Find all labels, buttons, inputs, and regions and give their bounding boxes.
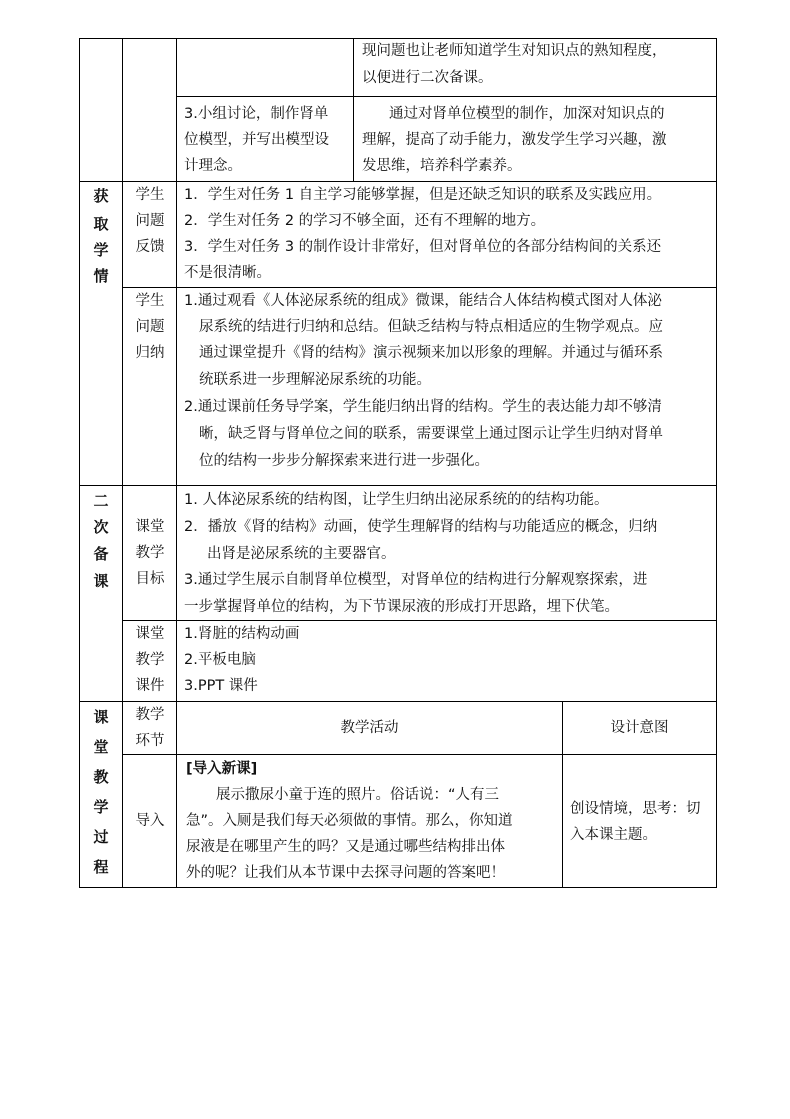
- table-row-divider: [122, 754, 717, 755]
- material-item-3: 3.PPT 课件: [184, 678, 258, 694]
- summary-line-6: 晰，缺乏肾与肾单位之间的联系，需要课堂上通过图示让学生归纳对肾单: [199, 426, 663, 442]
- material-item-2: 2.平板电脑: [184, 652, 256, 668]
- top-row2-activity-line1: 3.小组讨论，制作肾单: [184, 106, 329, 122]
- table-col-divider: [353, 38, 354, 181]
- column-header-activity: 教学活动: [340, 720, 399, 736]
- intent-line-1: 创设情境，思考：切: [570, 801, 701, 817]
- row-label-line: 教学: [135, 652, 165, 668]
- row-label-line: 课件: [135, 678, 165, 694]
- row-label-line: 问题: [135, 213, 165, 229]
- row-label-line: 问题: [135, 319, 165, 335]
- activity-line-3: 尿液是在哪里产生的吗？又是通过哪些结构排出体: [186, 839, 505, 855]
- top-row2-intent-line1: 通过对肾单位模型的制作，加深对知识点的: [389, 106, 665, 122]
- row-label-line: 学生: [135, 293, 165, 309]
- section-title-char: 堂: [93, 738, 109, 756]
- step-label: 导入: [135, 813, 165, 829]
- section-title-char: 获: [93, 187, 109, 205]
- goal-line-2: 2．播放《肾的结构》动画，使学生理解肾的结构与功能适应的概念，归纳: [184, 519, 658, 535]
- section-title-char: 备: [93, 545, 109, 563]
- section-title-char: 教: [93, 768, 109, 786]
- table-border-right: [716, 38, 717, 888]
- top-row-intent-line1: 现问题也让老师知道学生对知识点的熟知程度，: [362, 43, 667, 59]
- activity-line-4: 外的呢？让我们从本节课中去探寻问题的答案吧！: [186, 865, 505, 881]
- top-row2-activity-line3: 计理念。: [184, 158, 242, 174]
- table-row-divider: [79, 485, 717, 486]
- section-title-char: 次: [93, 518, 109, 536]
- summary-line-2: 尿系统的结进行归纳和总结。但缺乏结构与特点相适应的生物学观点。应: [199, 319, 663, 335]
- top-row-intent-line2: 以便进行二次备课。: [362, 70, 493, 86]
- row-label-line: 反馈: [135, 239, 165, 255]
- feedback-item-2: 2．学生对任务 2 的学习不够全面，还有不理解的地方。: [184, 213, 546, 229]
- goal-line-3: 出肾是泌尿系统的主要器官。: [207, 546, 396, 562]
- row-label-line: 目标: [135, 571, 165, 587]
- section-title-char: 学: [93, 241, 109, 259]
- top-row2-intent-line2: 理解，提高了动手能力，激发学生学习兴趣，激: [362, 132, 667, 148]
- row-label-line: 归纳: [135, 345, 165, 361]
- section-title-char: 程: [93, 858, 109, 876]
- section-title-char: 课: [93, 708, 109, 726]
- top-row2-intent-line3: 发思维，培养科学素养。: [362, 158, 522, 174]
- section-title-char: 过: [93, 828, 109, 846]
- column-header-step-line: 教学: [135, 707, 165, 723]
- row-label-line: 课堂: [135, 626, 165, 642]
- summary-line-3: 通过课堂提升《肾的结构》演示视频来加以形象的理解。并通过与循环系: [199, 345, 663, 361]
- goal-line-5: 一步掌握肾单位的结构，为下节课尿液的形成打开思路，埋下伏笔。: [184, 599, 619, 615]
- column-header-step-line: 环节: [135, 733, 165, 749]
- summary-line-7: 位的结构一步步分解探索来进行进一步强化。: [199, 453, 489, 469]
- column-header-intent: 设计意图: [610, 720, 669, 736]
- section-title-char: 情: [93, 267, 109, 285]
- top-row2-activity-line2: 位模型，并写出模型设: [184, 132, 329, 148]
- table-border-left: [79, 38, 80, 888]
- summary-line-5: 2.通过课前任务导学案，学生能归纳出肾的结构。学生的表达能力却不够清: [184, 399, 662, 415]
- table-row-divider: [176, 96, 717, 97]
- table-border-bottom: [79, 887, 717, 888]
- summary-line-4: 统联系进一步理解泌尿系统的功能。: [199, 372, 431, 388]
- activity-line-1: 展示撒尿小童于连的照片。俗话说：“人有三: [216, 787, 500, 803]
- table-col-divider: [122, 38, 123, 888]
- feedback-item-1: 1．学生对任务 1 自主学习能够掌握，但是还缺乏知识的联系及实践应用。: [184, 187, 662, 203]
- activity-line-2: 急”。入厕是我们每天必须做的事情。那么，你知道: [186, 813, 513, 829]
- section-title-char: 学: [93, 798, 109, 816]
- material-item-1: 1.肾脏的结构动画: [184, 626, 300, 642]
- goal-line-4: 3.通过学生展示自制肾单位模型，对肾单位的结构进行分解观察探索，进: [184, 572, 648, 588]
- section-title-char: 取: [93, 215, 109, 233]
- row-label-line: 课堂: [135, 519, 165, 535]
- summary-line-1: 1.通过观看《人体泌尿系统的组成》微课，能结合人体结构模式图对人体泌: [184, 293, 662, 309]
- activity-heading: [导入新课]: [186, 761, 258, 777]
- section-title-char: 二: [93, 492, 109, 510]
- intent-line-2: 入本课主题。: [570, 827, 657, 843]
- row-label-line: 学生: [135, 187, 165, 203]
- goal-line-1: 1. 人体泌尿系统的结构图，让学生归纳出泌尿系统的的结构功能。: [184, 492, 609, 508]
- section-title-char: 课: [93, 572, 109, 590]
- row-label-line: 教学: [135, 545, 165, 561]
- table-col-divider: [176, 38, 177, 888]
- feedback-item-3-cont: 不是很清晰。: [184, 265, 271, 281]
- feedback-item-3: 3．学生对任务 3 的制作设计非常好，但对肾单位的各部分结构间的关系还: [184, 239, 662, 255]
